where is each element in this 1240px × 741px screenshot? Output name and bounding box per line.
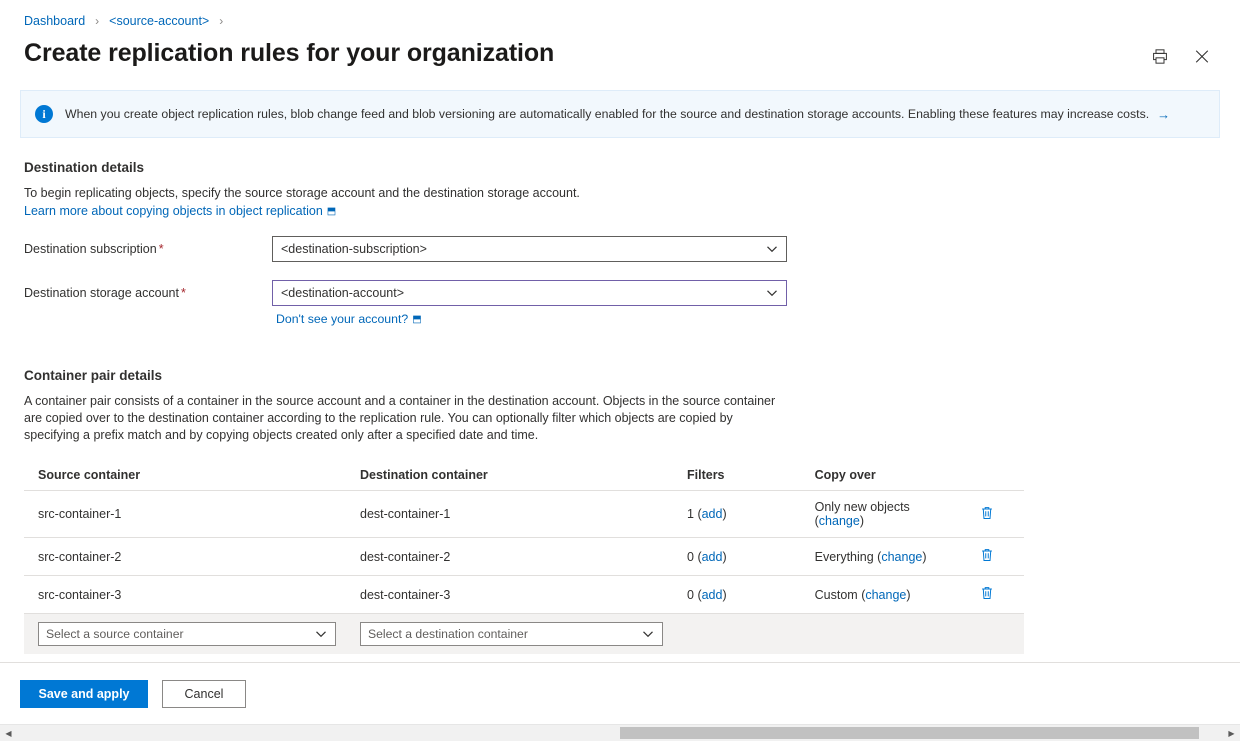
table-head bbox=[24, 462, 1024, 491]
cell-delete bbox=[965, 538, 1024, 576]
copy-over-value: Custom bbox=[814, 587, 858, 602]
close-icon[interactable] bbox=[1188, 42, 1216, 70]
breadcrumb-separator-icon-2: › bbox=[219, 14, 224, 28]
destination-details-heading: Destination details bbox=[24, 160, 145, 175]
info-icon: i bbox=[35, 105, 53, 123]
column-header-source-container: Source container bbox=[24, 462, 346, 491]
cell-copy-over: Everything (change) bbox=[801, 538, 966, 576]
filters-add-link[interactable]: add bbox=[701, 507, 723, 521]
table-header-row bbox=[24, 462, 1024, 491]
scroll-right-arrow-icon[interactable]: ▶ bbox=[1223, 725, 1240, 741]
breadcrumb-item-source-account[interactable]: <source-account> bbox=[109, 14, 210, 28]
cell-new-source-container bbox=[24, 614, 346, 655]
scrollbar-thumb[interactable] bbox=[620, 727, 1199, 739]
column-header-destination-container: Destination container bbox=[346, 462, 673, 491]
scrollbar-track[interactable] bbox=[17, 725, 1223, 741]
trash-icon[interactable] bbox=[979, 547, 995, 563]
print-icon[interactable] bbox=[1146, 42, 1174, 70]
chevron-down-icon-2 bbox=[766, 287, 778, 299]
new-source-container-select[interactable] bbox=[38, 622, 336, 646]
destination-account-label-text: Destination storage account bbox=[24, 286, 179, 300]
cell-copy-over: Only new objects (change) bbox=[801, 491, 966, 538]
chevron-down-icon bbox=[766, 243, 778, 255]
destination-subscription-select[interactable] bbox=[272, 236, 787, 262]
container-pair-details-description: A container pair consists of a container in the source account and a container in the destination account. Objects in the source container are copied over to the destination container according to the replication rule. You can optionally filter which objects are copied by specifying a prefix match and by copying objects created only after a specified date and time. bbox=[24, 394, 776, 442]
destination-details-description: To begin replicating objects, specify the source storage account and the destination storage account. bbox=[24, 186, 580, 200]
cell-delete bbox=[965, 491, 1024, 538]
cell-filters: 0 (add) bbox=[673, 538, 801, 576]
save-and-apply-button[interactable]: Save and apply bbox=[20, 680, 148, 708]
filters-add-link[interactable]: add bbox=[701, 549, 723, 564]
chevron-down-icon-4 bbox=[642, 628, 654, 640]
cell-copy-over: Custom (change) bbox=[801, 576, 966, 614]
required-marker: * bbox=[158, 242, 164, 256]
copy-over-value: Everything bbox=[814, 549, 874, 564]
filters-count: 1 bbox=[687, 507, 694, 521]
breadcrumb-separator-icon: › bbox=[95, 14, 100, 28]
destination-subscription-label bbox=[24, 242, 272, 256]
table-new-row bbox=[24, 614, 1024, 655]
destination-subscription-value: <destination-subscription> bbox=[281, 242, 427, 256]
destination-account-label bbox=[24, 286, 272, 300]
column-header-filters: Filters bbox=[673, 462, 801, 491]
external-link-icon[interactable]: ⬒ bbox=[326, 206, 337, 217]
main-content bbox=[0, 138, 1240, 662]
column-header-copy-over: Copy over bbox=[801, 462, 966, 491]
cell-destination-container: dest-container-1 bbox=[346, 491, 673, 538]
destination-account-value: <destination-account> bbox=[281, 286, 405, 300]
destination-subscription-label-text: Destination subscription bbox=[24, 242, 157, 256]
filters-count: 0 bbox=[687, 587, 694, 602]
dont-see-account-row bbox=[272, 312, 1220, 326]
trash-icon[interactable] bbox=[979, 505, 995, 521]
horizontal-scrollbar[interactable] bbox=[0, 724, 1240, 741]
cell-source-container: src-container-1 bbox=[24, 491, 346, 538]
cell-new-filters bbox=[673, 614, 801, 655]
cell-destination-container: dest-container-2 bbox=[346, 538, 673, 576]
chevron-down-icon-3 bbox=[315, 628, 327, 640]
cell-filters: 1 (add) bbox=[673, 491, 801, 538]
info-banner-arrow-icon[interactable]: → bbox=[1157, 106, 1171, 122]
info-banner-text: When you create object replication rules, blob change feed and blob versioning are automatically enabled for the source and destination storage accounts. Enabling these features may increase costs. bbox=[65, 107, 1150, 121]
container-pair-details-heading: Container pair details bbox=[24, 368, 163, 383]
container-pairs-table-wrap bbox=[24, 462, 1024, 654]
scroll-left-arrow-icon[interactable]: ◀ bbox=[0, 725, 17, 741]
new-source-container-placeholder: Select a source container bbox=[46, 627, 184, 641]
cell-new-copy-over bbox=[801, 614, 966, 655]
table-row bbox=[24, 491, 1024, 538]
required-marker-2: * bbox=[180, 286, 186, 300]
cell-new-destination-container bbox=[346, 614, 673, 655]
table-row bbox=[24, 576, 1024, 614]
cell-source-container: src-container-3 bbox=[24, 576, 346, 614]
new-destination-container-select[interactable] bbox=[360, 622, 663, 646]
destination-account-select[interactable] bbox=[272, 280, 787, 306]
table-body bbox=[24, 491, 1024, 655]
title-row bbox=[0, 30, 1240, 70]
filters-count: 0 bbox=[687, 549, 694, 564]
cell-filters: 0 (add) bbox=[673, 576, 801, 614]
cancel-button[interactable]: Cancel bbox=[162, 680, 246, 708]
footer-actions bbox=[0, 662, 1240, 724]
dont-see-your-account-link[interactable]: Don't see your account? bbox=[276, 312, 409, 326]
info-banner bbox=[20, 90, 1220, 138]
title-actions bbox=[1146, 36, 1216, 70]
page-title: Create replication rules for your organization bbox=[24, 39, 555, 67]
column-header-actions bbox=[965, 462, 1024, 491]
cell-source-container: src-container-2 bbox=[24, 538, 346, 576]
container-pairs-table bbox=[24, 462, 1024, 654]
destination-subscription-row bbox=[20, 236, 1220, 262]
table-row bbox=[24, 538, 1024, 576]
breadcrumb bbox=[0, 0, 1240, 30]
external-link-icon-2[interactable]: ⬒ bbox=[412, 314, 422, 325]
copy-over-change-link[interactable]: change bbox=[881, 549, 923, 564]
copy-over-change-link[interactable]: change bbox=[865, 587, 907, 602]
cell-destination-container: dest-container-3 bbox=[346, 576, 673, 614]
cell-new-delete bbox=[965, 614, 1024, 655]
destination-account-row bbox=[20, 280, 1220, 306]
filters-add-link[interactable]: add bbox=[701, 587, 723, 602]
copy-over-value: Only new objects bbox=[814, 500, 910, 514]
breadcrumb-item-dashboard[interactable]: Dashboard bbox=[24, 14, 86, 28]
trash-icon[interactable] bbox=[979, 585, 995, 601]
new-destination-container-placeholder: Select a destination container bbox=[368, 627, 528, 641]
copy-over-change-link[interactable]: change bbox=[818, 514, 860, 528]
cell-delete bbox=[965, 576, 1024, 614]
learn-more-link[interactable]: Learn more about copying objects in object replication bbox=[24, 204, 323, 218]
